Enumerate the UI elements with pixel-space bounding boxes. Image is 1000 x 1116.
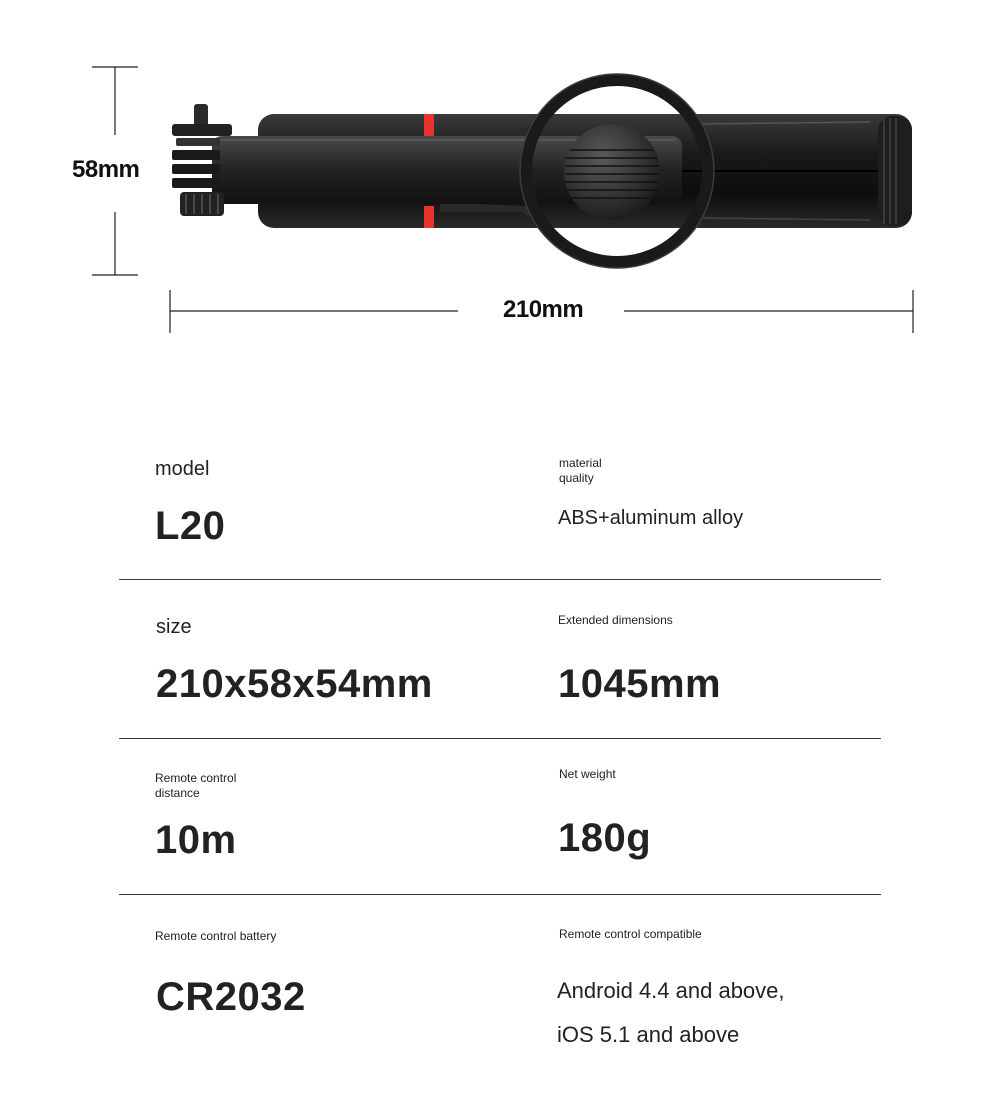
spec-label-extended: Extended dimensions [558,613,673,627]
row-divider [119,579,881,580]
product-figure [0,0,1000,360]
spec-label-distance: Remote control distance [155,771,237,800]
spec-value-model: L20 [155,504,226,548]
spec-label-size: size [156,616,192,638]
knob [564,124,660,220]
compatible-line-android: Android 4.4 and above, [557,978,785,1003]
spec-value-compatible [557,969,785,1057]
spec-value-weight: 180g [558,816,652,860]
spec-value-battery: CR2032 [156,975,306,1019]
spec-label-compatible: Remote control compatible [559,927,702,941]
spec-value-extended: 1045mm [558,662,722,706]
spec-label-battery: Remote control battery [155,929,277,943]
spec-value-material: ABS+aluminum alloy [558,507,744,529]
spec-value-distance: 10m [155,818,237,862]
height-dimension-label: 58mm [72,156,140,183]
spec-label-model: model [155,458,210,480]
spec-label-material: material quality [559,456,602,485]
width-dimension-label: 210mm [497,296,589,324]
spec-label-weight: Net weight [559,767,616,781]
compatible-line-ios: iOS 5.1 and above [557,1022,740,1047]
row-divider [119,894,881,895]
spec-value-size: 210x58x54mm [156,662,433,706]
row-divider [119,738,881,739]
